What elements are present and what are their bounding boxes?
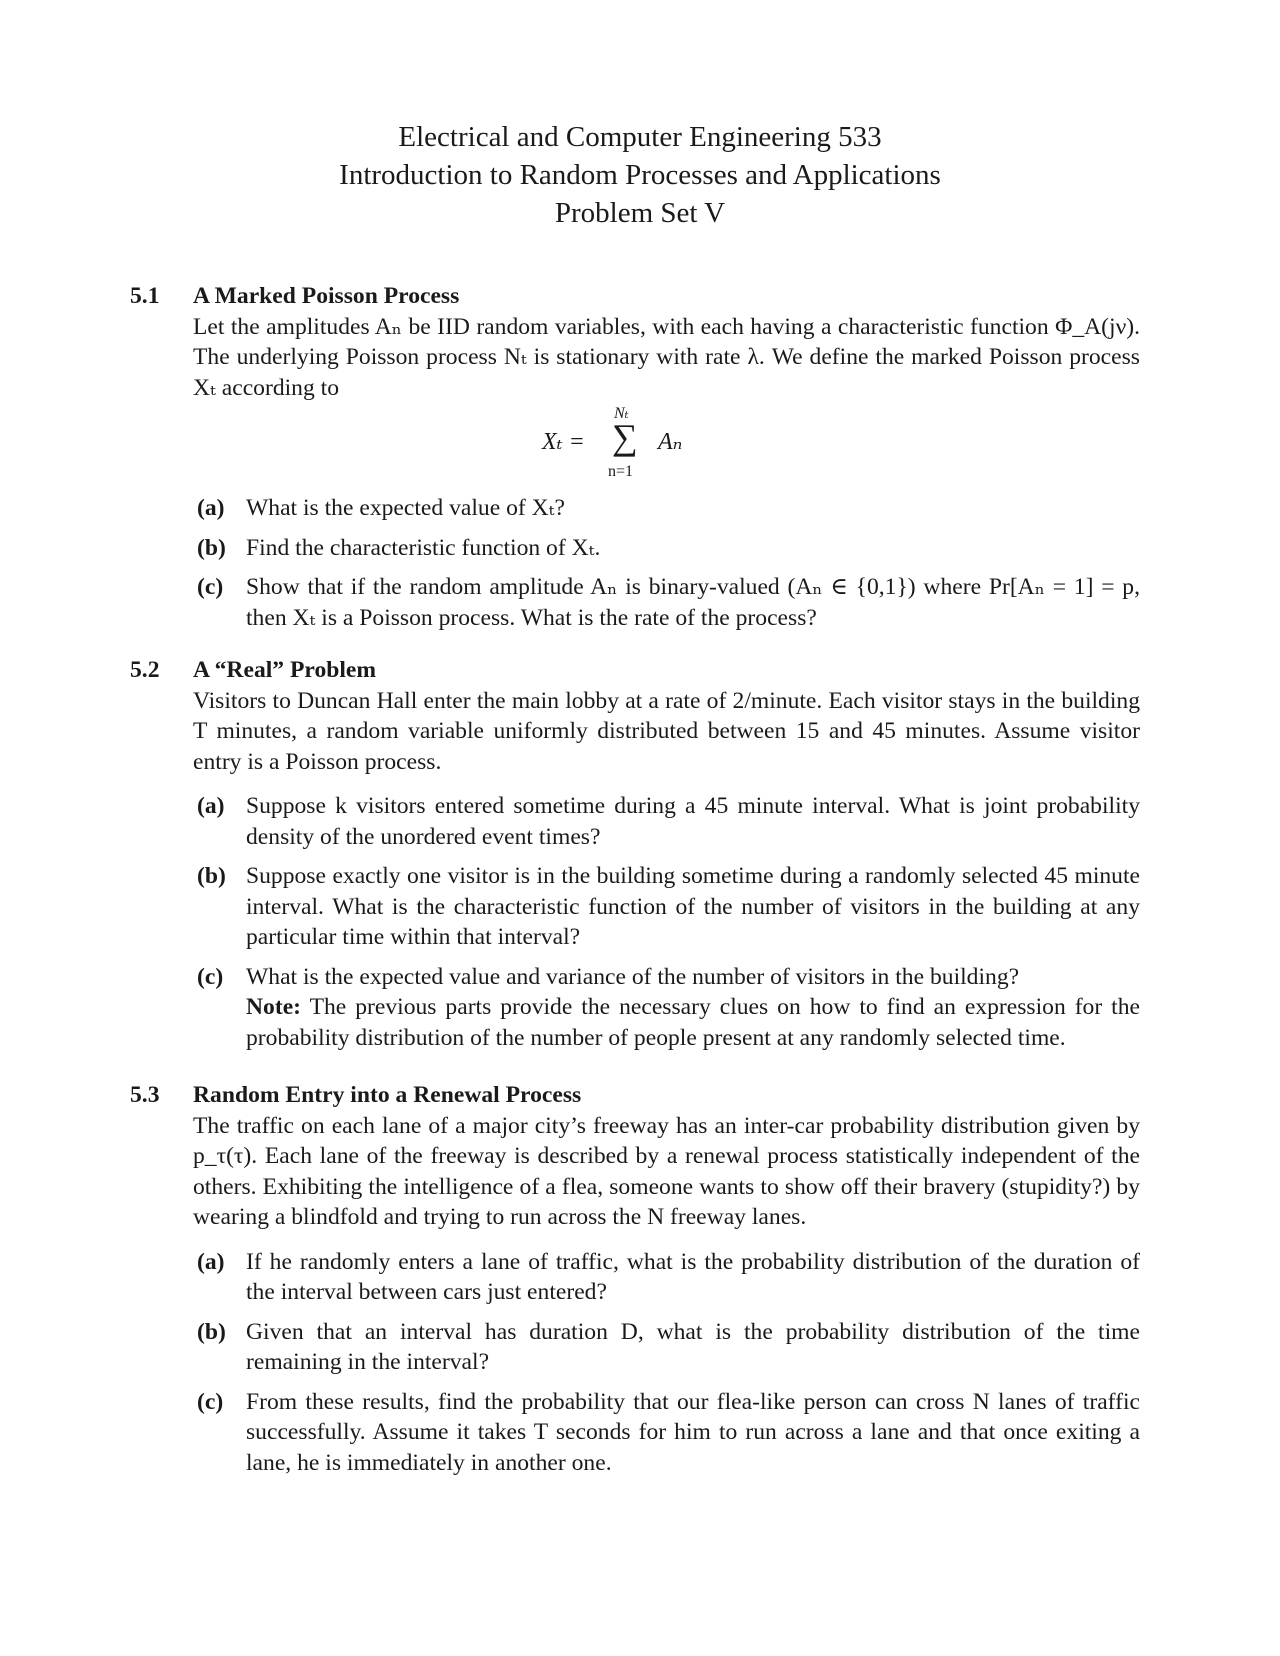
part-text: Suppose exactly one visitor is in the building sometime during a randomly selected 45 minute interval. What is the characteristic function of the number of visitors in the building at any particular time within that interval? bbox=[246, 863, 1140, 950]
part-label: (a) bbox=[197, 495, 225, 521]
part-a bbox=[193, 791, 1140, 852]
part-b bbox=[193, 861, 1140, 953]
part-c bbox=[193, 572, 1140, 633]
part-text: Suppose k visitors entered sometime during a 45 minute interval. What is joint probability density of the unordered event times? bbox=[246, 793, 1140, 850]
sum-lower-limit: n=1 bbox=[608, 463, 634, 480]
problem-title: A “Real” Problem bbox=[193, 657, 377, 683]
problem-set-title: Problem Set V bbox=[554, 197, 726, 229]
equation-lhs: Xₜ = bbox=[542, 429, 585, 455]
part-label: (a) bbox=[197, 1248, 225, 1275]
part-text: What is the expected value of Xₜ? bbox=[246, 495, 565, 521]
page-header bbox=[0, 118, 1280, 232]
part-label: (b) bbox=[197, 534, 226, 561]
problem-number: 5.2 bbox=[130, 657, 160, 683]
marked-poisson-equation bbox=[130, 405, 1140, 487]
part-text: Find the characteristic function of Xₜ. bbox=[246, 534, 601, 561]
part-text: What is the expected value and variance of the number of visitors in the building? bbox=[246, 963, 1020, 990]
problem-5-2 bbox=[130, 655, 1140, 1062]
problem-intro: The traffic on each lane of a major city’s freeway has an inter-car probability distribution given by p_τ(τ). Each lane of the freeway is described by a renewal process statistically independent of the others. Exhibiting the intelligence of a flea, someone wants to show off their bravery (stupidity?) by wearing a blindfold and trying to run across the N freeway lanes. bbox=[193, 1112, 1140, 1230]
part-a bbox=[193, 493, 1140, 524]
problem-intro: Let the amplitudes Aₙ be IID random variables, with each having a characteristic function Φ_A(jν). The underlying Poisson process Nₜ is stationary with rate λ. We define the marked Poisson process Xₜ according to bbox=[193, 313, 1140, 401]
problem-intro: Visitors to Duncan Hall enter the main lobby at a rate of 2/minute. Each visitor stays in the building T minutes, a random variable uniformly distributed between 15 and 45 minutes. Assume visitor entry is a Poisson process. bbox=[193, 687, 1140, 775]
sum-symbol: ∑ bbox=[612, 417, 638, 457]
part-a bbox=[193, 1247, 1140, 1308]
part-text: Given that an interval has duration D, what is the probability distribution of the time remaining in the interval? bbox=[246, 1318, 1140, 1375]
part-text: From these results, find the probability that our flea-like person can cross N lanes of traffic successfully. Assume it takes T seconds for him to run across a lane and that once exiting a lane, he is immediately in another one. bbox=[246, 1388, 1140, 1476]
part-c bbox=[193, 962, 1140, 1054]
part-label: (a) bbox=[197, 793, 225, 819]
part-label: (c) bbox=[197, 963, 224, 990]
course-title: Electrical and Computer Engineering 533 bbox=[398, 121, 882, 153]
sum-upper-limit: Nₜ bbox=[614, 405, 629, 422]
problem-parts bbox=[193, 493, 1140, 633]
problem-title: A Marked Poisson Process bbox=[193, 283, 460, 309]
problem-number: 5.1 bbox=[130, 283, 160, 309]
part-b bbox=[193, 1317, 1140, 1378]
part-label: (c) bbox=[197, 574, 224, 600]
part-c bbox=[193, 1387, 1140, 1479]
equation-rhs: Aₙ bbox=[658, 429, 683, 455]
problem-title: Random Entry into a Renewal Process bbox=[193, 1082, 582, 1108]
part-text: If he randomly enters a lane of traffic, what is the probability distribution of the duration of the interval between cars just entered? bbox=[246, 1248, 1140, 1305]
part-label: (b) bbox=[197, 863, 226, 889]
part-b bbox=[193, 533, 1140, 564]
problem-5-3 bbox=[130, 1080, 1140, 1487]
problem-5-1 bbox=[130, 281, 1140, 642]
note-text: The previous parts provide the necessary clues on how to find an expression for the probability distribution of the number of people present at any randomly selected time. bbox=[246, 994, 1140, 1051]
course-subtitle: Introduction to Random Processes and Applications bbox=[339, 159, 941, 191]
part-label: (b) bbox=[197, 1318, 226, 1345]
part-text: Show that if the random amplitude Aₙ is binary-valued (Aₙ ∈ {0,1}) where Pr[Aₙ = 1] = p, then Xₜ is a Poisson process. What is the rate of the process? bbox=[246, 574, 1140, 631]
problem-number: 5.3 bbox=[130, 1082, 160, 1108]
note-label: Note: bbox=[246, 994, 302, 1020]
problem-parts bbox=[193, 791, 1140, 1053]
problem-parts bbox=[193, 1247, 1140, 1479]
part-label: (c) bbox=[197, 1388, 224, 1415]
